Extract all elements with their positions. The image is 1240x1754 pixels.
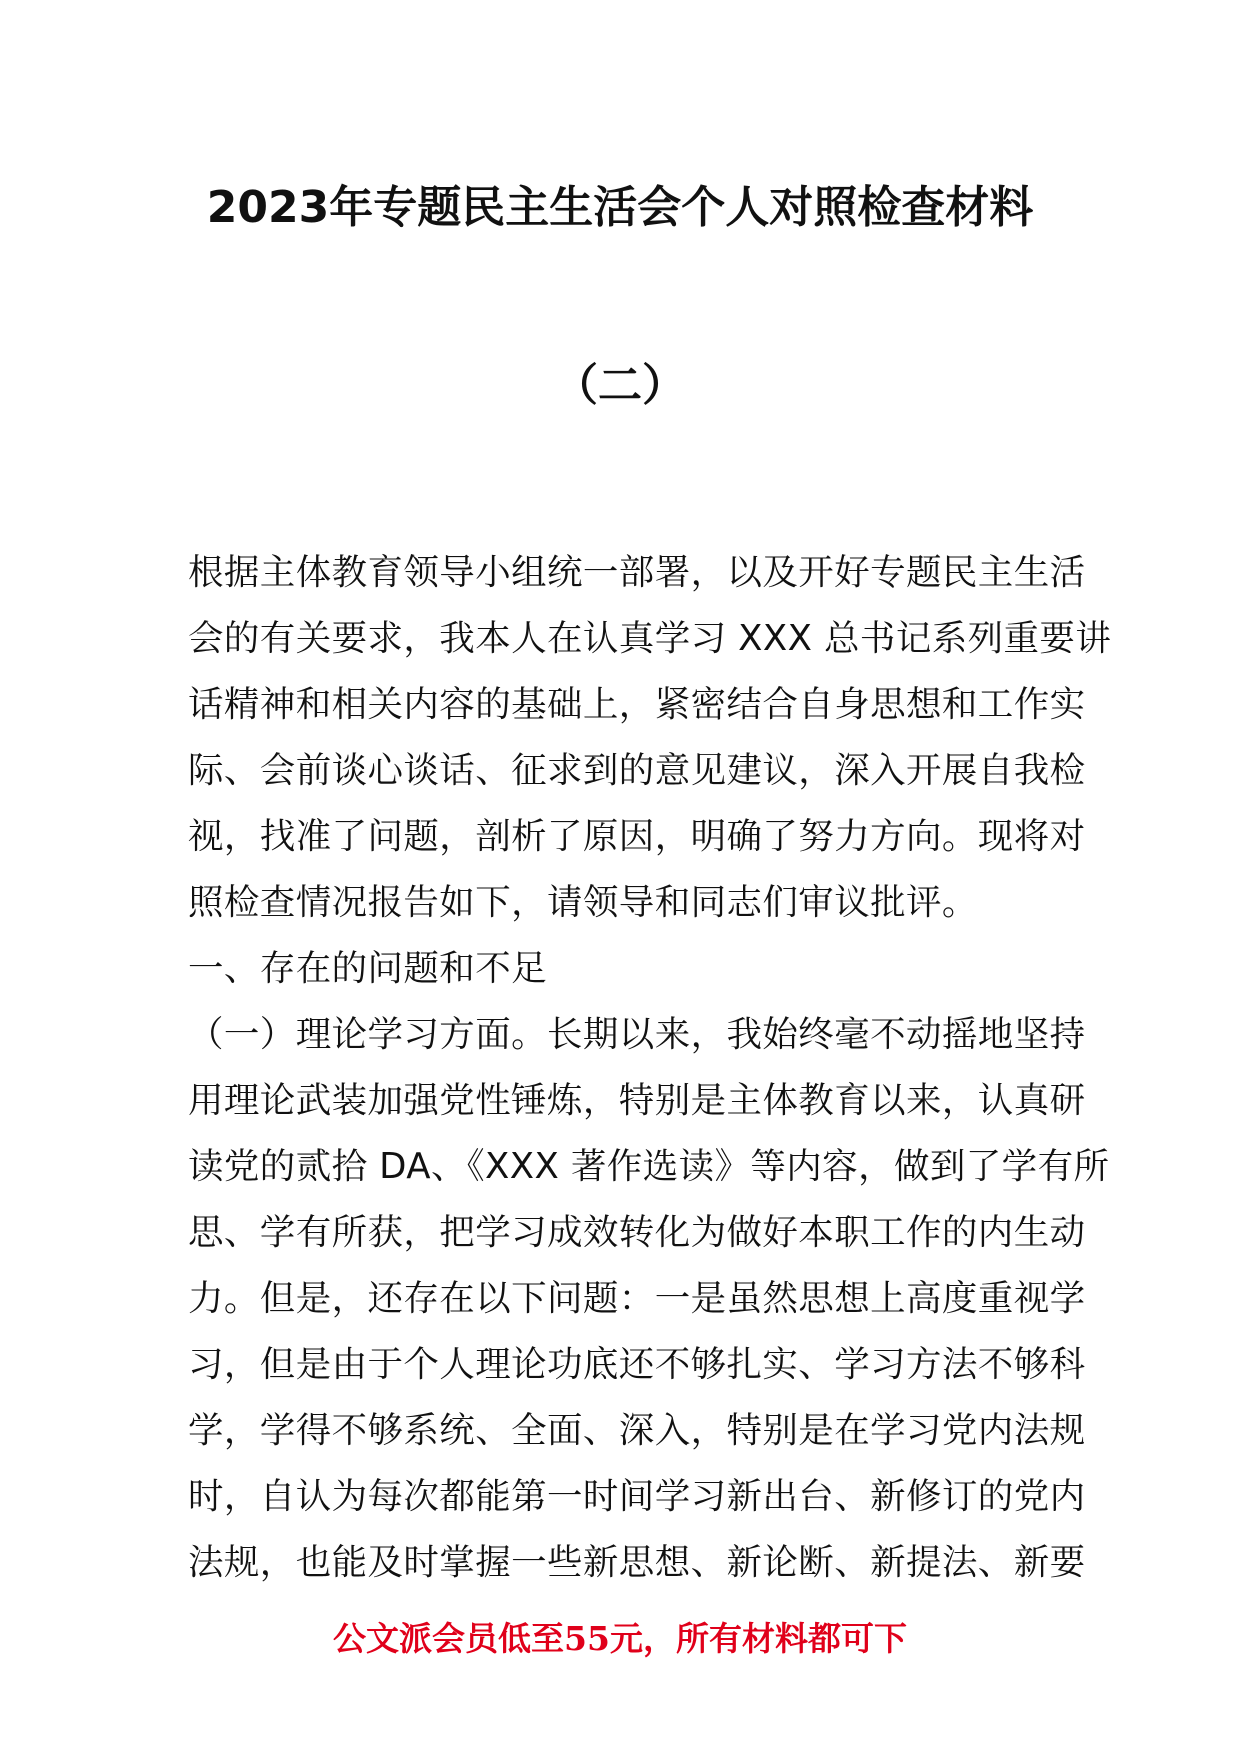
document-title-subtitle: （二） <box>554 360 686 411</box>
document-title: 2023年专题民主生活会个人对照检查材料 <box>206 182 1034 233</box>
body-line: 根据主体教育领导小组统一部署，以及开好专题民主生活 <box>188 552 1086 593</box>
body-line: 思、学有所获，把学习成效转化为做好本职工作的内生动 <box>188 1212 1086 1253</box>
body-line: 力。但是，还存在以下问题：一是虽然思想上高度重视学 <box>188 1278 1086 1319</box>
section-heading: 一、存在的问题和不足 <box>188 948 548 989</box>
body-line: 时，自认为每次都能第一时间学习新出台、新修订的党内 <box>188 1476 1086 1517</box>
footer-notice: 公文派会员低至55元，所有材料都可下 <box>333 1619 907 1658</box>
body-line: 法规，也能及时掌握一些新思想、新论断、新提法、新要 <box>188 1542 1086 1583</box>
body-line: 读党的贰拾 DA、《XXX 著作选读》等内容，做到了学有所 <box>188 1146 1110 1187</box>
body-line: 学，学得不够系统、全面、深入，特别是在学习党内法规 <box>188 1410 1086 1451</box>
document-body <box>188 540 1112 1596</box>
body-line: 习，但是由于个人理论功底还不够扎实、学习方法不够科 <box>188 1344 1086 1385</box>
body-line: 会的有关要求，我本人在认真学习 XXX 总书记系列重要讲 <box>188 618 1112 659</box>
body-line: 用理论武装加强党性锤炼，特别是主体教育以来，认真研 <box>188 1080 1086 1121</box>
body-line: 际、会前谈心谈话、征求到的意见建议，深入开展自我检 <box>188 750 1086 791</box>
body-line: 照检查情况报告如下，请领导和同志们审议批评。 <box>188 882 978 923</box>
body-line: 话精神和相关内容的基础上，紧密结合自身思想和工作实 <box>188 684 1086 725</box>
body-line: （一）理论学习方面。长期以来，我始终毫不动摇地坚持 <box>188 1014 1086 1055</box>
body-line: 视，找准了问题，剖析了原因，明确了努力方向。现将对 <box>188 816 1086 857</box>
